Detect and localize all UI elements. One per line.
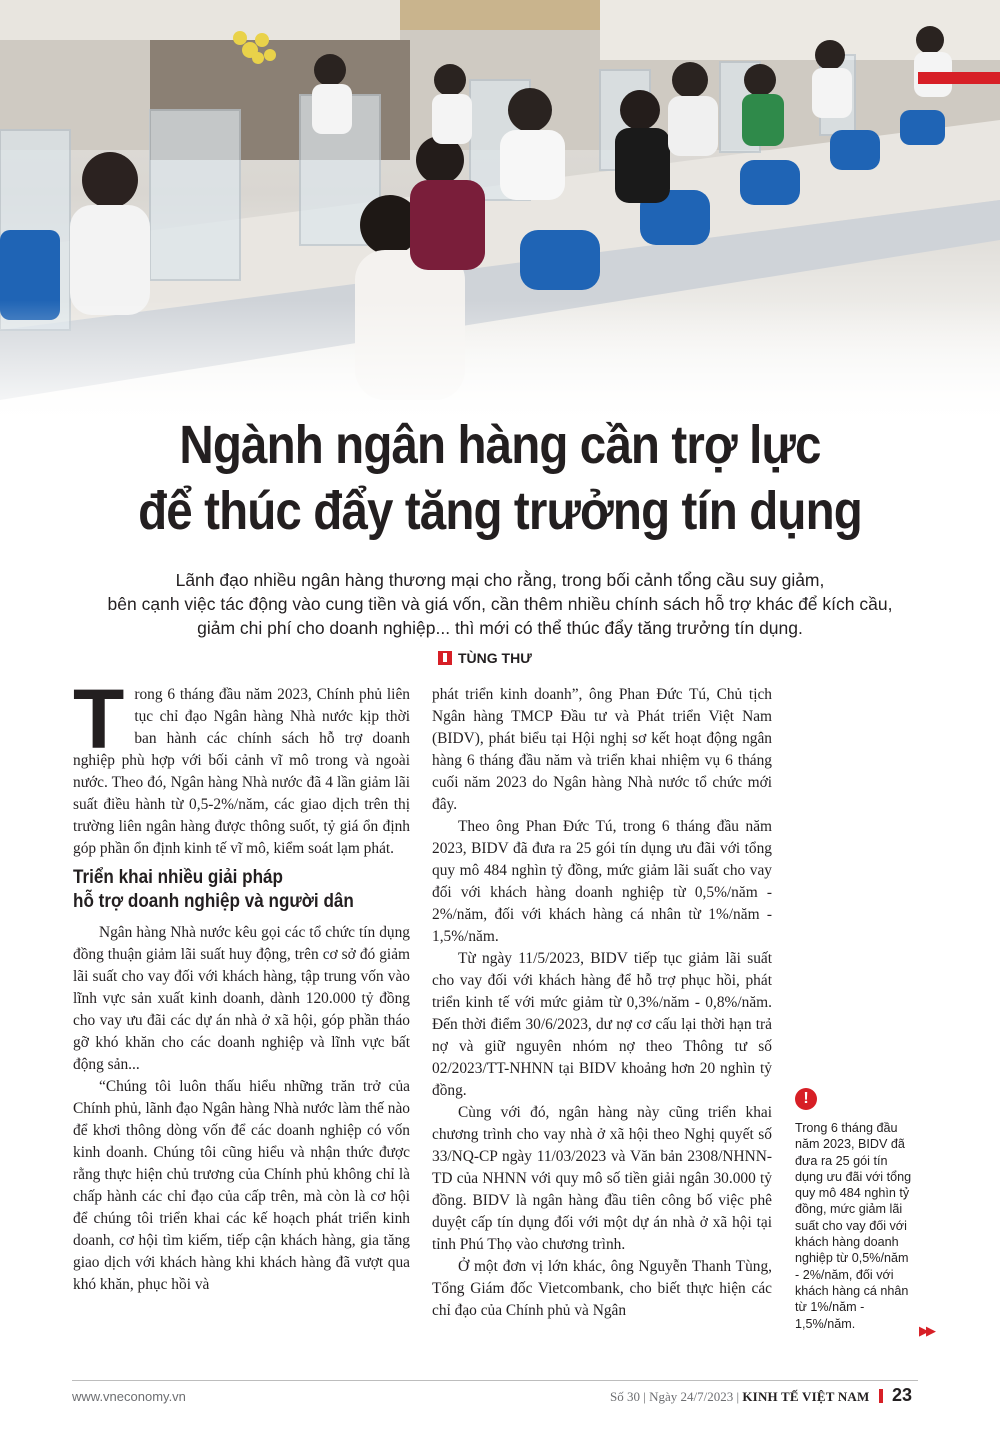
paragraph: Ở một đơn vị lớn khác, ông Nguyễn Thanh Tùng, Tổng Giám đốc Vietcombank, cho biết thực hiện các chỉ đạo của Chính phủ và Ngân xyxy=(432,1258,772,1319)
sidebar-factbox xyxy=(795,1120,935,1332)
paragraph: phát triển kinh doanh”, ông Phan Đức Tú, Chủ tịch Ngân hàng TMCP Đầu tư và Phát triển Việt Nam (BIDV), phát biểu tại Hội nghị sơ kết hoạt động ngân hàng 6 tháng đầu năm và triển khai nhiệm vụ 6 tháng cuối năm 2023 do Ngân hàng Nhà nước tổ chức mới đây. xyxy=(432,686,772,813)
sidebar-line: đồng, mức giảm lãi xyxy=(795,1202,903,1217)
subheading-line-2: hỗ trợ doanh nghiệp và người dân xyxy=(73,891,354,912)
paragraph: “Chúng tôi luôn thấu hiểu những trăn trở của Chính phủ, lãnh đạo Ngân hàng Nhà nước làm thế nào để khơi thông dòng vốn để các doanh nghiệp có vốn kinh doanh. Chúng tôi cũng hiểu và nhận thức được rằng thực hiện chủ trương của Chính phủ không chỉ là chấp hành các chỉ đạo của cấp trên, mà còn là cơ hội để chúng tôi triển khai các kế hoạch phát triển kinh doanh, cơ hội tìm kiếm, tiếp cận khách hàng, gia tăng giao dịch với khách hàng khi khách hàng đã vượt qua khó khăn, phục hồi và xyxy=(73,1078,410,1293)
sidebar-line: nghiệp từ 0,5%/năm xyxy=(795,1251,909,1266)
page-number: 23 xyxy=(891,1385,912,1405)
sidebar-line: quy mô 484 nghìn tỷ xyxy=(795,1186,910,1201)
paragraph-text: rong 6 tháng đầu năm 2023, Chính phủ liên tục chỉ đạo Ngân hàng Nhà nước kịp thời ban hành các chính sách hỗ trợ doanh nghiệp phù hợp với bối cảnh vĩ mô trong và ngoài nước. Theo đó, Ngân hàng Nhà nước đã 4 lần giảm lãi suất điều hành từ 0,5-2%/năm, các giao dịch trên thị trường liên ngân hàng được thông suốt, tỷ giá ổn định góp phần ổn định kinh tế vĩ mô, kiểm soát lạm phát. xyxy=(73,686,410,857)
byline xyxy=(438,648,532,668)
sidebar-line: khách hàng doanh xyxy=(795,1235,899,1250)
sidebar-line: dụng ưu đãi với tổng xyxy=(795,1169,912,1184)
issue-date: Ngày 24/7/2023 xyxy=(649,1389,734,1404)
header-photo xyxy=(0,0,1000,430)
sidebar-line: suất cho vay đối với xyxy=(795,1218,907,1233)
sapo-line-1: Lãnh đạo nhiều ngân hàng thương mại cho rằng, trong bối cảnh tổng cầu suy giảm, xyxy=(175,570,825,590)
pen-icon xyxy=(438,651,452,665)
footer-divider xyxy=(72,1380,918,1381)
folio-separator: | xyxy=(736,1389,743,1404)
article-column-1 xyxy=(73,672,410,1296)
sidebar-line: - 2%/năm, đối với xyxy=(795,1267,894,1282)
red-accent-tab xyxy=(918,72,1000,84)
sapo-line-2: bên cạnh việc tác động vào cung tiền và giá vốn, cần thêm nhiều chính sách hỗ trợ khác để kích cầu, xyxy=(107,594,893,614)
exclamation-icon: ! xyxy=(795,1088,817,1110)
folio-separator: | xyxy=(643,1389,650,1404)
drop-cap: T xyxy=(73,672,125,766)
sidebar-line: năm 2023, BIDV đã xyxy=(795,1137,905,1152)
paragraph: Theo ông Phan Đức Tú, trong 6 tháng đầu năm 2023, BIDV đã đưa ra 25 gói tín dụng ưu đãi với tổng quy mô 484 nghìn tỷ đồng, mức giảm lãi suất cho vay đối với khách hàng doanh nghiệp từ 0,5%/năm - 2%/năm, đối với khách hàng cá nhân từ 1%/năm - 1,5%/năm. xyxy=(432,818,772,945)
author-name: TÙNG THƯ xyxy=(458,650,532,666)
paragraph: Cùng với đó, ngân hàng này cũng triển khai chương trình cho vay nhà ở xã hội theo Nghị quyết số 33/NQ-CP ngày 11/03/2023 và Văn bản 2308/NHNN-TD của NHNN với quy mô số tiền giải ngân 30.000 tỷ đồng. BIDV là ngân hàng đầu tiên công bố việc phê duyệt cấp tín dụng đối với một dự án nhà ở xã hội tại tỉnh Phú Thọ vào chương trình. xyxy=(432,1104,772,1253)
headline-line-1: Ngành ngân hàng cần trợ lực xyxy=(179,415,821,475)
sidebar-line: khách hàng cá nhân xyxy=(795,1283,909,1298)
subheading xyxy=(73,866,376,914)
red-bar-divider xyxy=(879,1389,883,1403)
sidebar-line: từ 1%/năm - xyxy=(795,1300,865,1315)
sidebar-line: đưa ra 25 gói tín xyxy=(795,1153,888,1168)
subheading-line-1: Triển khai nhiều giải pháp xyxy=(73,867,283,888)
continue-arrow-icon: ▶▶ xyxy=(919,1324,933,1339)
article-column-2 xyxy=(432,684,772,1322)
sidebar-line: 1,5%/năm. xyxy=(795,1316,856,1331)
paragraph xyxy=(73,672,410,860)
sapo xyxy=(80,568,920,640)
headline xyxy=(95,412,905,544)
paragraph: Ngân hàng Nhà nước kêu gọi các tổ chức tín dụng đồng thuận giảm lãi suất huy động, trên cơ sở đó giảm lãi suất cho vay đối với khách hàng, tập trung vốn vào lĩnh vực sản xuất kinh doanh, dành 120.000 tỷ đồng cho vay ưu đãi các dự án nhà ở xã hội, góp phần tháo gỡ khó khăn cho các doanh nghiệp và lĩnh vực bất động sản... xyxy=(73,924,410,1073)
footer-website: www.vneconomy.vn xyxy=(72,1389,186,1404)
issue-number: Số 30 xyxy=(610,1389,641,1404)
headline-line-2: để thúc đẩy tăng trưởng tín dụng xyxy=(138,481,862,541)
footer-folio xyxy=(610,1385,912,1406)
paragraph: Từ ngày 11/5/2023, BIDV tiếp tục giảm lãi suất cho vay đối với khách hàng để hỗ trợ phục hồi, phát triển kinh tế với mức giảm từ 0,3%/năm - 0,8%/năm. Đến thời điểm 30/6/2023, dư nợ cơ cấu lại thời hạn trả nợ và giữ nguyên nhóm nợ theo Thông tư số 02/2023/TT-NHNN tại BIDV khoảng hơn 20 nghìn tỷ đồng. xyxy=(432,950,772,1099)
sidebar-line: Trong 6 tháng đầu xyxy=(795,1121,898,1135)
magazine-name: KINH TẾ VIỆT NAM xyxy=(742,1389,870,1404)
sapo-line-3: giảm chi phí cho doanh nghiệp... thì mới có thể thúc đẩy tăng trưởng tín dụng. xyxy=(197,618,803,638)
bank-counter-illustration xyxy=(0,0,1000,430)
